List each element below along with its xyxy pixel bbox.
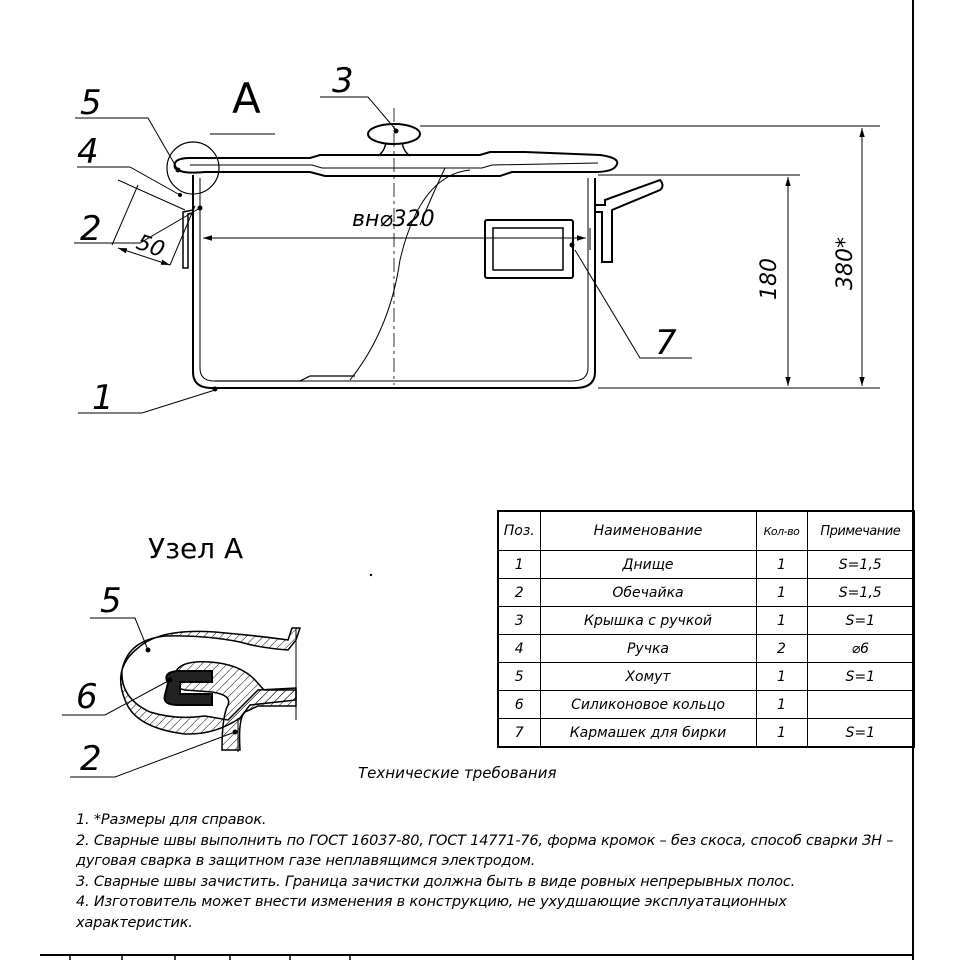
cell-name: Обечайка [540,579,756,607]
cell-name: Хомут [540,663,756,691]
detail-callout-5: 5 [100,581,122,621]
detail-callout-6: 6 [76,677,98,717]
parts-table [497,510,915,748]
table-row [498,635,914,663]
cell-name: Кармашек для бирки [540,719,756,748]
cell-qty: 1 [756,691,807,719]
table-row [498,691,914,719]
callout-1: 1 [92,378,114,418]
header-note: Примечание [807,511,914,551]
cell-note: S=1 [807,719,914,748]
detail-a-view [121,628,300,752]
cell-name: Силиконовое кольцо [540,691,756,719]
cell-note [807,691,914,719]
cell-note: S=1 [807,663,914,691]
label-height-total: 380* [833,237,858,290]
requirements-list [76,810,896,933]
detail-callout-labels [76,581,122,779]
table-row [498,607,914,635]
bottom-step [215,376,355,381]
cell-qty: 1 [756,579,807,607]
callout-2: 2 [80,209,102,249]
header-qty: Кол-во [756,511,807,551]
detail-title: Узел А [148,532,244,565]
callout-3: 3 [332,61,354,101]
header-name: Наименование [540,511,756,551]
callout-7: 7 [655,323,677,363]
cell-pos: 4 [498,635,540,663]
table-row [498,719,914,748]
requirement-item: 2. Сварные швы выполнить по ГОСТ 16037-80, ГОСТ 14771-76, форма кромок – без скоса, способ сварки ЗН – дуговая сварка в защитном газе неплавящимся электродом. [76,832,894,869]
cell-pos: 3 [498,607,540,635]
callout-5: 5 [80,83,102,123]
cell-note: S=1 [807,607,914,635]
cell-qty: 1 [756,551,807,579]
cell-note: S=1,5 [807,551,914,579]
table-row [498,551,914,579]
cell-name: Днище [540,551,756,579]
cell-note: S=1,5 [807,579,914,607]
requirement-item: 4. Изготовитель может внести изменения в конструкцию, не ухудшающие эксплуатационных характеристик. [76,894,787,931]
table-row [498,579,914,607]
cell-qty: 2 [756,635,807,663]
cell-qty: 1 [756,663,807,691]
header-pos: Поз. [498,511,540,551]
right-handle-icon [595,180,663,262]
label-height-body: 180 [757,258,782,300]
main-callouts [74,97,692,413]
left-handle-icon [183,210,193,268]
cell-qty: 1 [756,607,807,635]
cell-note: ⌀6 [807,635,914,663]
callout-4: 4 [77,132,99,172]
pot-main-view [167,108,663,388]
label-edge-size: 50 [132,230,168,264]
section-break-line [350,170,470,380]
requirement-item: 3. Сварные швы зачистить. Граница зачистки должна быть в виде ровных непрерывных полос. [76,873,796,890]
cell-pos: 5 [498,663,540,691]
requirement-item: 1. *Размеры для справок. [76,812,267,828]
table-header-row [498,511,914,551]
cell-name: Ручка [540,635,756,663]
stray-dot [370,574,372,576]
cell-pos: 2 [498,579,540,607]
table-row [498,663,914,691]
requirements-title: Технические требования [358,764,557,782]
cell-pos: 7 [498,719,540,748]
label-inner-diameter: вн⌀320 [352,207,435,232]
cell-qty: 1 [756,719,807,748]
view-label-a: А [232,74,261,123]
cell-name: Крышка с ручкой [540,607,756,635]
detail-callout-2: 2 [80,739,102,779]
cell-pos: 1 [498,551,540,579]
cell-pos: 6 [498,691,540,719]
